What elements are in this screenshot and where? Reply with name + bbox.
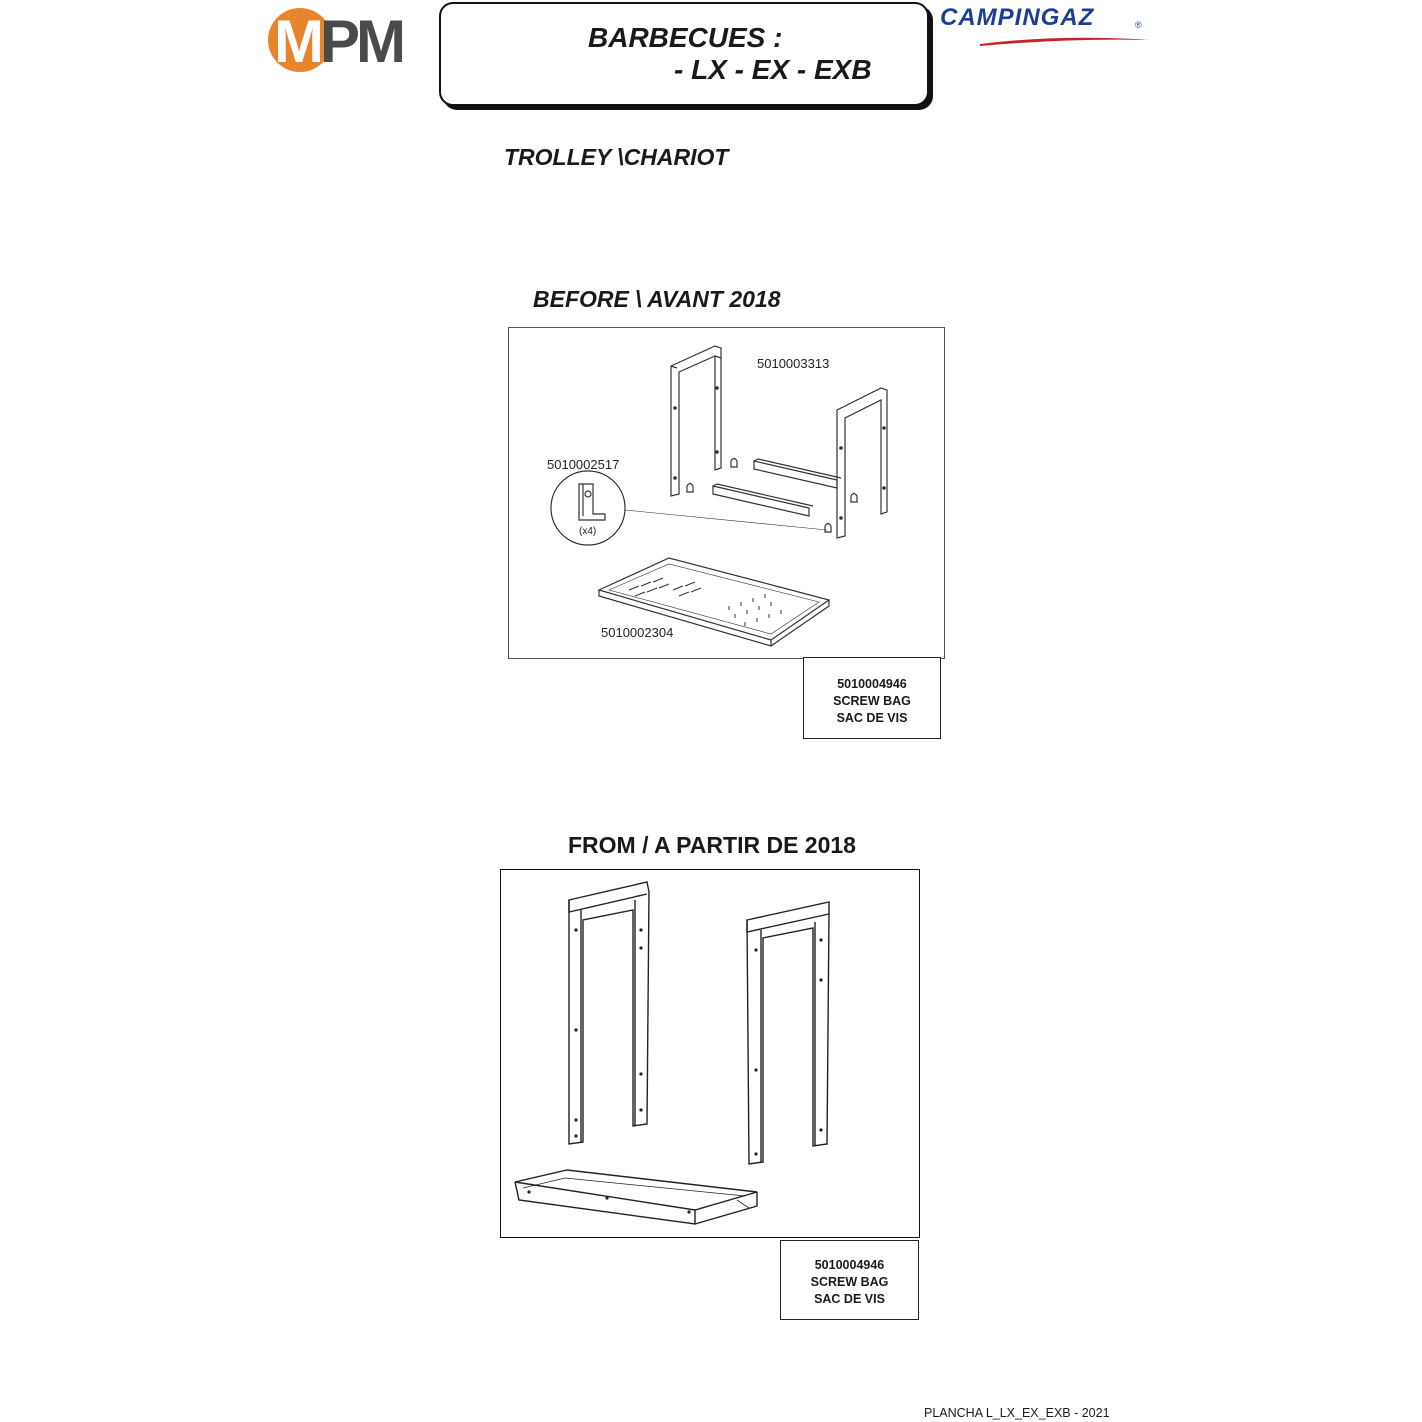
screw-bag-ref: 5010004946 xyxy=(837,677,907,691)
bracket-quantity: (x4) xyxy=(579,526,597,537)
before-heading: BEFORE \ AVANT 2018 xyxy=(533,286,781,312)
part-label-uprights: 5010003313 xyxy=(757,356,830,371)
section-title: TROLLEY \CHARIOT xyxy=(504,144,729,170)
from-diagram-frame xyxy=(500,869,920,1238)
from-heading: FROM / A PARTIR DE 2018 xyxy=(568,832,856,858)
campingaz-swoosh xyxy=(940,4,1155,48)
screw-bag-label-fr: SAC DE VIS xyxy=(814,1292,885,1306)
title-box xyxy=(439,2,929,106)
part-label-bracket: 5010002517 xyxy=(547,457,620,472)
part-label-shelf: 5010002304 xyxy=(601,625,674,640)
from-trolley-diagram xyxy=(501,870,919,1237)
title-line-1: BARBECUES : xyxy=(588,22,783,53)
mpm-logo xyxy=(266,6,416,76)
before-exploded-diagram xyxy=(509,328,944,658)
before-diagram-frame xyxy=(508,327,945,659)
from-screw-bag-box xyxy=(780,1240,919,1320)
campingaz-logo xyxy=(940,4,1155,48)
screw-bag-label-en: SCREW BAG xyxy=(810,1275,889,1289)
before-screw-bag-box xyxy=(803,657,941,739)
footer-reference: PLANCHA L_LX_EX_EXB - 2021 xyxy=(924,1406,1110,1420)
screw-bag-label-fr: SAC DE VIS xyxy=(836,711,908,725)
registered-mark: ® xyxy=(1135,20,1142,30)
campingaz-logo-text: CAMPINGAZ xyxy=(940,4,1095,31)
screw-bag-ref: 5010004946 xyxy=(814,1258,885,1272)
mpm-logo-text: MPM xyxy=(274,8,402,75)
title-line-2: - LX - EX - EXB xyxy=(674,54,872,85)
screw-bag-label-en: SCREW BAG xyxy=(833,694,911,708)
